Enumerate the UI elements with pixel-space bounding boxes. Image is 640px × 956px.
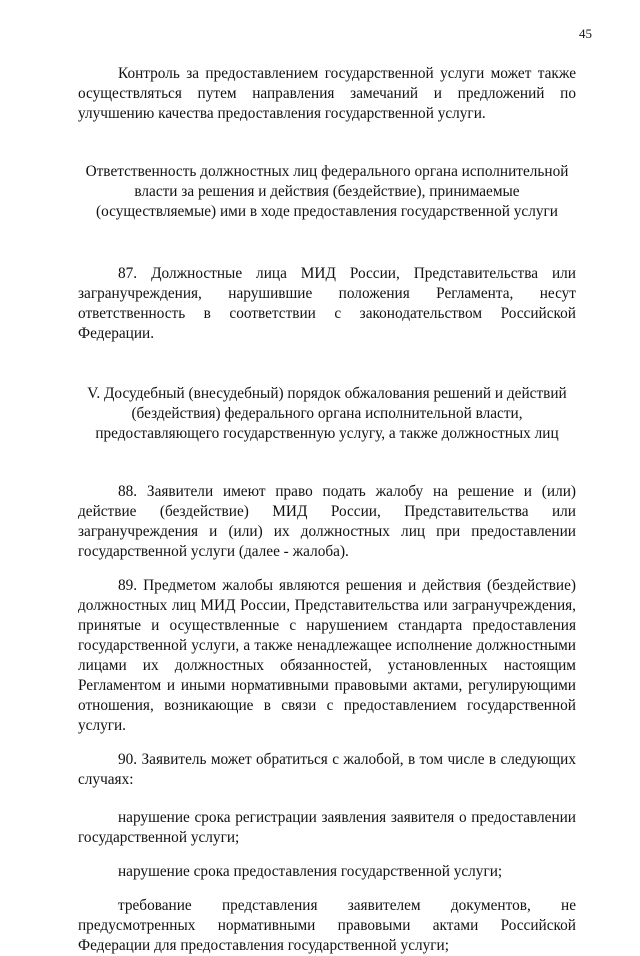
case-item-3: требование представления заявителем документов, не предусмотренных нормативными правовыми актами Российской Федерации для предоставления государственной услуги; [78, 897, 576, 954]
heading-section-5: V. Досудебный (внесудебный) порядок обжалования решений и действий (бездействия) федерального органа исполнительной власти, предоставляющего государственную услугу, а также должностных лиц [87, 385, 567, 442]
paragraph-89: 89. Предметом жалобы являются решения и действия (бездействие) должностных лиц МИД России, Представительства или загранучреждения, принятые и осуществленные с нарушением стандарта предоставления государственной услуги, а также ненадлежащее исполнение должностными лицами их должностных обязанностей, установленных настоящим Регламентом и иными нормативными правовыми актами, регулирующими отношения, возникающие в связи с предоставлением государственной услуги. [78, 577, 576, 734]
paragraph-control: Контроль за предоставлением государственной услуги может также осуществляться путем направления замечаний и предложений по улучшению качества предоставления государственной услуги. [78, 65, 576, 122]
document-body [78, 64, 576, 956]
case-item-2: нарушение срока предоставления государственной услуги; [118, 863, 503, 880]
heading-responsibility: Ответственность должностных лиц федерального органа исполнительной власти за решения и действия (бездействие), принимаемые (осуществляемые) ими в ходе предоставления государственной услуги [85, 163, 569, 220]
paragraph-87: 87. Должностные лица МИД России, Представительства или загранучреждения, нарушившие положения Регламента, несут ответственность в соответствии с законодательством Российской Федерации. [78, 265, 576, 342]
page-number: 45 [579, 26, 592, 41]
paragraph-90: 90. Заявитель может обратиться с жалобой, в том числе в следующих случаях: [78, 751, 576, 788]
paragraph-88: 88. Заявители имеют право подать жалобу на решение и (или) действие (бездействие) МИД России, Представительства или загранучреждения и (или) их должностных лиц при предоставлении государственной услуги (далее - жалоба). [78, 483, 576, 560]
case-item-1: нарушение срока регистрации заявления заявителя о предоставлении государственной услуги; [78, 809, 576, 846]
